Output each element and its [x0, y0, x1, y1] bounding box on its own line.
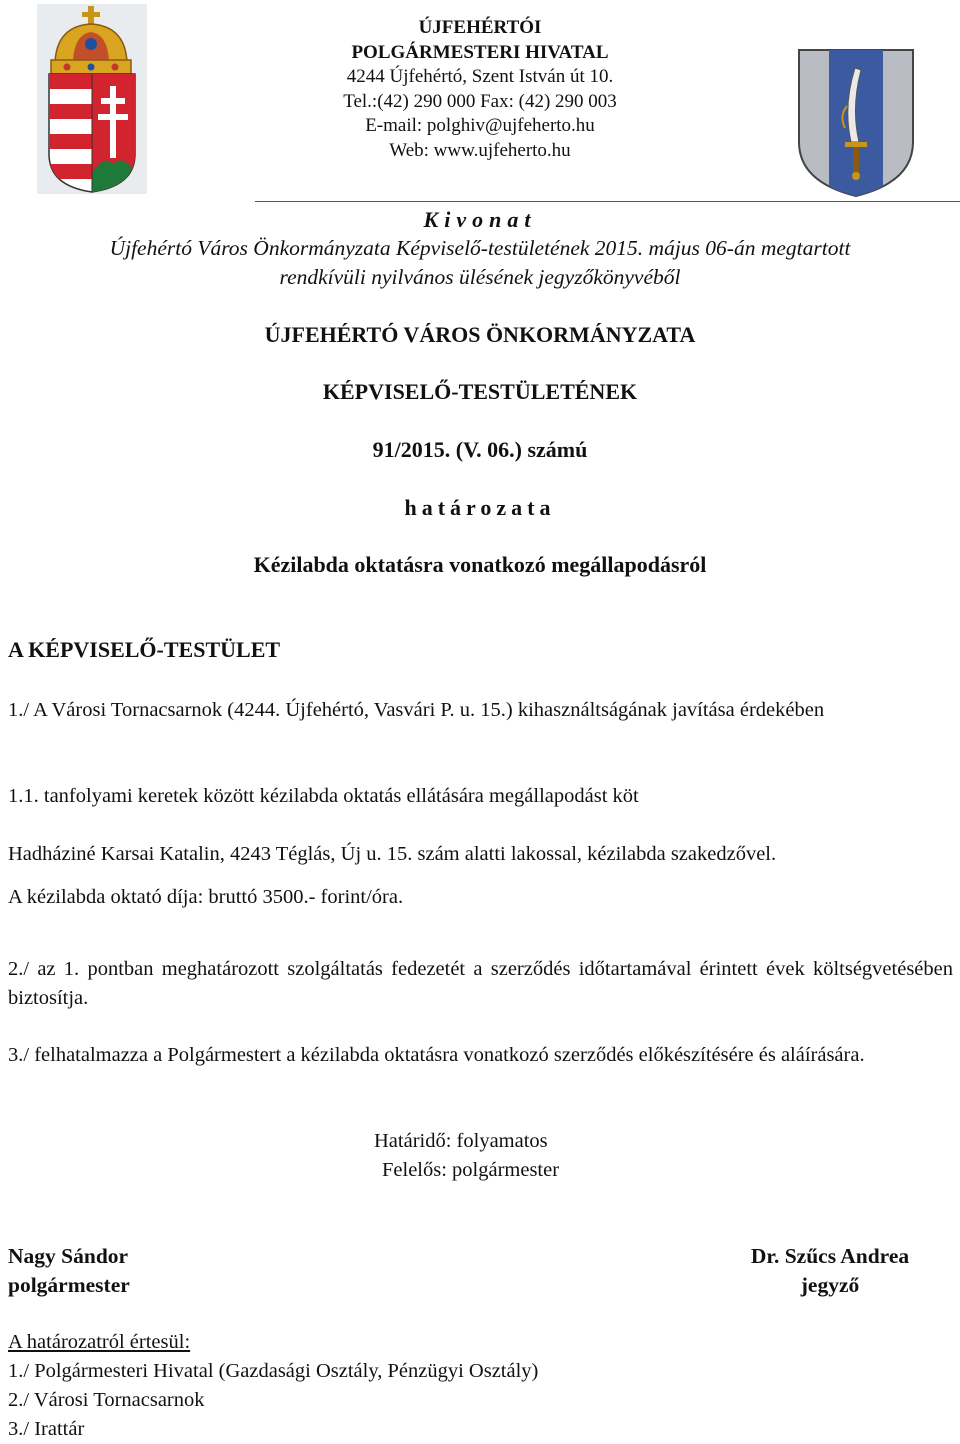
hungarian-coat-of-arms-icon [37, 4, 147, 194]
resolution-heading-line1: ÚJFEHÉRTÓ VÁROS ÖNKORMÁNYZATA [264, 322, 696, 347]
point-2: 2./ az 1. pontban meghatározott szolgáltatás fedezetét a szerződés időtartamával érintett évek költségvetésében biztosítja. [8, 958, 953, 1009]
resolution-subject: Kézilabda oktatásra vonatkozó megállapodásról [253, 552, 707, 577]
signature-left [8, 1242, 130, 1300]
point-1-1: 1.1. tanfolyami keretek között kézilabda oktatás ellátására megállapodást köt [8, 785, 639, 807]
distribution-item: 2./ Városi Tornacsarnok [8, 1389, 205, 1411]
email: E-mail: polghiv@ujfeherto.hu [365, 115, 595, 136]
website: Web: www.ujfeherto.hu [389, 139, 571, 161]
distribution-list [8, 1328, 953, 1444]
notary-name: Dr. Szűcs Andrea [750, 1244, 910, 1268]
subtitle-line2: rendkívüli nyilvános ülésének jegyzőkönyvéből [279, 265, 681, 289]
phone-fax: Tel.:(42) 290 000 Fax: (42) 290 003 [343, 90, 617, 112]
document-type-title: Kivonat [423, 207, 537, 232]
point-1-1-fee: A kézilabda oktató díja: bruttó 3500.- forint/óra. [8, 886, 404, 908]
header-divider [255, 201, 960, 202]
mayor-name: Nagy Sándor [8, 1244, 129, 1268]
notary-title: jegyző [800, 1273, 860, 1297]
signature-right [700, 1242, 960, 1300]
distribution-heading: A határozatról értesül: [8, 1331, 191, 1353]
address: 4244 Újfehértó, Szent István út 10. [346, 66, 614, 87]
subtitle-line1: Újfehértó Város Önkormányzata Képviselő-testületének 2015. május 06-án megtartott [109, 236, 851, 260]
point-1: 1./ A Városi Tornacsarnok (4244. Újfehértó, Vasvári P. u. 15.) kihasználtságának javítása érdekében [8, 699, 825, 721]
resolution-heading-line2: KÉPVISELŐ-TESTÜLETÉNEK [322, 379, 638, 404]
letterhead [290, 16, 670, 163]
point-1-1-contractor: Hadháziné Karsai Katalin, 4243 Téglás, Új u. 15. szám alatti lakossal, kézilabda szakedzővel. [8, 843, 777, 865]
resolution-label: határozata [404, 495, 556, 520]
point-3: 3./ felhatalmazza a Polgármestert a kézilabda oktatásra vonatkozó szerződés előkészítésére és aláírására. [8, 1044, 865, 1066]
body-intro: A KÉPVISELŐ-TESTÜLET [8, 637, 281, 662]
org-name-line2: POLGÁRMESTERI HIVATAL [351, 41, 609, 63]
town-coat-of-arms-icon [795, 46, 917, 200]
org-name-line1: ÚJFEHÉRTÓI [418, 17, 542, 38]
responsible: Felelős: polgármester [382, 1159, 560, 1181]
mayor-title: polgármester [8, 1273, 130, 1297]
distribution-item: 1./ Polgármesteri Hivatal (Gazdasági Osztály, Pénzügyi Osztály) [8, 1360, 539, 1382]
distribution-item: 3./ Irattár [8, 1418, 85, 1440]
deadline: Határidő: folyamatos [374, 1130, 548, 1152]
resolution-number: 91/2015. (V. 06.) számú [372, 437, 588, 462]
